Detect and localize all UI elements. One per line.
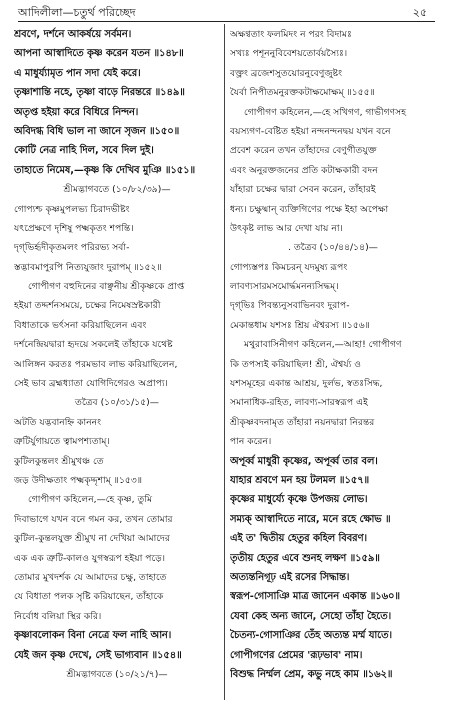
text-line: গোপীগণের প্রেমের 'রূঢ়ভাব' নাম। bbox=[230, 649, 363, 661]
text-line: কোটি নেত্র নাহি দিল, সবে দিল দুই। bbox=[14, 145, 154, 157]
text-line: শ্রবণে, দর্শনে আকর্ষয়ে সর্বমন। bbox=[14, 29, 132, 40]
right-column bbox=[230, 25, 436, 684]
text-line: জড় উদীক্ষতাং পক্ষ্মকৃদ্দৃশাম্‌ ॥১৫৩॥ bbox=[14, 474, 143, 486]
text-line: বক্ত্রং ব্রজেশসুতয়োরনুবেণুজুষ্টং bbox=[230, 67, 343, 79]
text-line: গোপ্যশ্চ কৃষ্ণমুপলভ্য চিরাদভীষ্টং bbox=[14, 203, 130, 215]
text-line: সমানাধিক-রহিত, লাবণ্য-সারস্বরূপ এই bbox=[230, 397, 368, 409]
text-line: উৎকৃষ্ট লাভ আর দেখা যায় না। bbox=[230, 222, 343, 234]
text-line: কুটিলকুন্তলং শ্রীমুখঞ্চ তে bbox=[14, 455, 104, 467]
text-line: অপূর্ব্ব মাধুরী কৃষ্ণের, অপূর্ব্ব তার বল। bbox=[230, 455, 378, 467]
text-line: অবিদগ্ধ বিধি ভাল না জানে সৃজন ॥১৫০॥ bbox=[14, 125, 180, 137]
text-line: চৈতন্য-গোসাঞির তেঁহ অত্যন্ত মর্ম্ম যাতে। bbox=[230, 630, 392, 642]
text-line: স্বরূপ-গোসাঞি মাত্র জানেন একান্ত ॥১৬০॥ bbox=[230, 591, 400, 603]
text-line: ধন্য। চক্ষুষ্মান্‌ ব্যক্তিগিণের পক্ষে ইহা অপেক্ষা bbox=[230, 203, 389, 215]
text-line: যাঁহারা চক্ষের দ্বারা সেবন করেন, তাঁহারই bbox=[230, 184, 376, 196]
text-line: যেই জন কৃষ্ণ দেখে, সেই ভাগ্যবান ॥১৫৪॥ bbox=[14, 649, 182, 661]
text-line: পান করেন। bbox=[230, 436, 272, 448]
text-line: স্তদ্ভাবমাপুরপি নিত্যযুজাং দুরাপম্‌ ॥১৫২॥ bbox=[14, 261, 162, 273]
column-divider bbox=[224, 24, 225, 700]
text-line: এই ত' দ্বিতীয় হেতুর কহিল বিবরণ। bbox=[230, 533, 367, 545]
text-line: অত্যন্তনিগূঢ় এই রসের সিদ্ধান্ত। bbox=[230, 571, 350, 583]
text-line: সখ্যঃ পশূননুবিবেশয়তোর্বয়স্যৈঃ। bbox=[230, 48, 348, 60]
text-line: দর্শনেন্দ্রিয়দ্বারা হৃদয়ে সকলেই তাঁহাকে যথেষ্ট bbox=[14, 339, 173, 351]
text-line: গোপ্যস্তপঃ কিমচরন্‌ যদমুষ্য রূপং bbox=[230, 261, 348, 273]
text-line: তাহাতে নিমেষ,—কৃষ্ণ কি দেখিব মুঞি ॥১৫১॥ bbox=[14, 164, 196, 176]
text-line: অটতি যদ্ভবানহ্নি কাননং bbox=[14, 416, 102, 428]
text-line: হইয়া তদ্দর্শনসময়ে, চক্ষের নিমেষস্রষ্টকারী bbox=[14, 300, 161, 312]
text-line: দৃগ্‌ভির্হৃদীকৃতমলং পরিরভ্য সর্বা- bbox=[14, 242, 130, 254]
text-line: কৃষ্ণাবলোকন বিনা নেত্রে ফল নাহি আন। bbox=[14, 630, 172, 642]
text-line: মথুরাবাসিনীগণ কহিলেন,—আহা! গোপীগণ bbox=[244, 339, 402, 351]
text-line: শ্রীমদ্ভাগবতে (১০/২১/৭)— bbox=[66, 668, 168, 680]
text-line: কুটিল-কুন্তলযুক্ত শ্রীমুখ না দেখিয়া আমাদের bbox=[14, 533, 170, 545]
page-header bbox=[0, 0, 449, 20]
text-line: ত্রুটির্যুগায়তে ত্বামপশ্যতাম্‌। bbox=[14, 436, 110, 448]
text-line: এ মাধুর্য্যামৃত পান সদা যেই করে। bbox=[14, 67, 141, 79]
text-line: যেবা কেহ অন্য জানে, সেহো তাঁহা হৈতে। bbox=[230, 610, 392, 622]
text-line: অতৃপ্ত হইয়া করে বিধিরে নিন্দন। bbox=[14, 106, 139, 118]
text-line: . তত্রৈব (১০/৪৪/১৪)— bbox=[288, 242, 378, 254]
text-line: দিবাভাগে যখন বনে গমন কর, তখন তোমার bbox=[14, 513, 173, 525]
text-line: কি তপস্যই করিয়াছিল! শ্রী, ঐশ্বর্য্য ও bbox=[230, 358, 362, 370]
text-line: অক্ষণ্বতাং ফলমিদং ন পরং বিদামঃ bbox=[230, 29, 352, 40]
header-rule bbox=[18, 21, 435, 22]
text-line: যৎপ্রেক্ষণে দৃশিষু পক্ষ্মকৃতং শপন্তি। bbox=[14, 222, 134, 234]
text-line: প্রবেশ করেন তখন তাঁহাদের বেণুগীতযুক্ত bbox=[230, 145, 377, 157]
text-line: দৃগ্‌ভিঃ পিবন্ত্যনুসবাভিনবং দুরাপ- bbox=[230, 300, 350, 312]
text-line: তত্রৈব (১০/৩১/১৫)— bbox=[75, 397, 159, 409]
text-line: এবং অনুরক্তজনের প্রতি কটাক্ষকারী বদন bbox=[230, 164, 378, 176]
text-line: এক এক ত্রুটি-কালও যুগস্বরূপ হইয়া পড়ে। bbox=[14, 552, 166, 564]
text-line: বিশুদ্ধ নির্ম্মল প্রেম, কভু নহে কাম ॥১৬২॥ bbox=[230, 668, 393, 680]
text-line: যাহার শ্রবণে মন হয় টলমল ॥১৫৭॥ bbox=[230, 474, 370, 486]
text-line: গোপীগণ কহিলেন,—হে কৃষ্ণ, তুমি bbox=[28, 494, 153, 506]
text-line: তোমার মুখদর্শক যে আমাদের চক্ষু, তাহাতে bbox=[14, 571, 167, 583]
text-line: তৃতীয় হেতুর এবে শুনহ লক্ষণ ॥১৫৯॥ bbox=[230, 552, 380, 564]
text-line: সম্যক্‌ আস্বাদিতে নারে, মনে রহে ক্ষোভ ॥ bbox=[230, 513, 391, 525]
text-line: যে বিধাতা পলক সৃষ্টি করিয়াছেন, তাঁহাকে bbox=[14, 591, 164, 603]
text-line: গোপীগণ বহুদিনের বাঞ্ছনীয় শ্রীকৃষ্ণকে প্রাপ্ত bbox=[28, 281, 185, 293]
text-line: মেকান্তধাম যশসঃ শ্রিয় ঐশ্বরস্য ॥১৫৬॥ bbox=[230, 319, 370, 331]
left-column bbox=[14, 25, 220, 684]
text-line: বিধাতাকে ভর্ৎসনা করিয়াছিলেন এবং bbox=[14, 319, 147, 331]
text-line: সেই ভাব ব্রহ্মধ্যাতা যোগিদিগেরও অপ্রাপ্য। bbox=[14, 378, 168, 390]
text-line: শ্রীমদ্ভাগবতে (১০/৮২/৩৯)— bbox=[63, 184, 171, 196]
text-line: তৃষ্ণাশান্তি নহে, তৃষ্ণা বাড়ে নিরন্তরে ॥১৪৯॥ bbox=[14, 87, 185, 99]
text-line: যশসমূহের একান্ত আশ্রয়, দুর্লভ, স্বতঃসিদ্ধ, bbox=[230, 378, 383, 390]
page-number: ২৫ bbox=[412, 6, 427, 19]
text-line: শ্রীকৃষ্ণবদনামৃত তাঁহারা নয়নদ্বারা নিরন্তর bbox=[230, 416, 375, 428]
text-line: আলিঙ্গন করতঃ পরমভাব লাভ করিয়াছিলেন, bbox=[14, 358, 178, 370]
text-line: যৈর্বা নিপীতমনুরক্তকটাক্ষমোক্ষম্‌ ॥১৫৫॥ bbox=[230, 87, 375, 99]
text-line: আপনা আস্বাদিতে কৃষ্ণ করেন যতন ॥১৪৮॥ bbox=[14, 48, 184, 60]
text-line: বয়স্যগণ-বেষ্টিত হইয়া নন্দনন্দনদ্বয় যখন বনে bbox=[230, 125, 391, 137]
text-line: নির্বোধ বলিয়া স্থির করি। bbox=[14, 610, 102, 622]
chapter-title: আদিলীলা—চতুর্থ পরিচ্ছেদ bbox=[18, 6, 136, 19]
text-line: লাবণ্যসারমসমোর্দ্ধমনন্যসিদ্ধম্‌। bbox=[230, 281, 339, 293]
text-line: কৃষ্ণের মাধুর্য্যে কৃষ্ণে উপজয় লোভ। bbox=[230, 494, 368, 506]
text-line: গোপীগণ কহিলেন,—হে সখিগণ, গাভীগণসহ bbox=[244, 106, 407, 118]
